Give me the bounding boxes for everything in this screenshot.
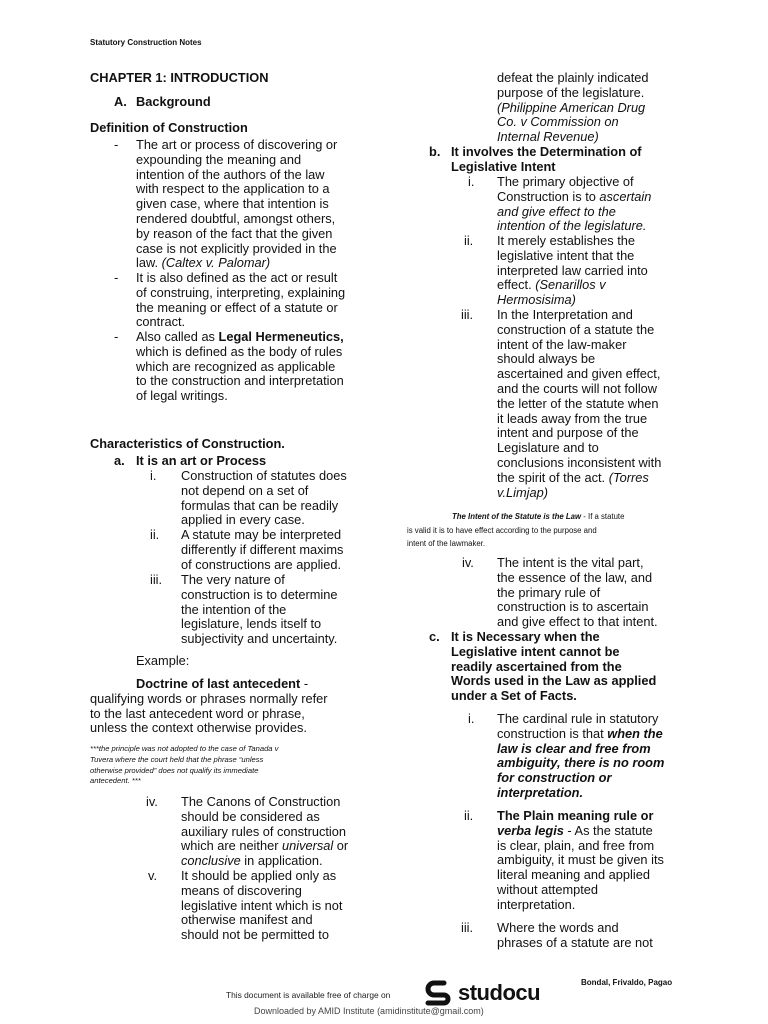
definition-item-2: It is also defined as the act or result of construing, interpreting, explaining the meaning or effect of a statute or contract. [136, 270, 346, 330]
intent-note: The Intent of the Statute is the Law - If a statute is valid it is to have effect according to the purpose and intent of the lawmaker. [407, 512, 625, 549]
roman-marker: iii. [461, 307, 474, 322]
roman-marker: i. [468, 711, 475, 726]
char-a-marker: a. [114, 453, 125, 468]
char-a-item-ii: A statute may be interpreted differently if different maxims of constructions are applied. [181, 527, 344, 572]
char-a-item-iii: The very nature of construction is to determine the intention of the legislature, lends itself to subjectivity and uncertainty. [181, 572, 338, 647]
footer-authors: Bondal, Frivaldo, Pagao [581, 978, 673, 987]
roman-marker: i. [468, 174, 475, 189]
roman-marker: ii. [464, 233, 474, 248]
bullet-dash: - [114, 137, 119, 152]
footer-available-text: This document is available free of charge on [226, 990, 391, 1000]
char-c-marker: c. [429, 629, 440, 644]
roman-marker: iii. [461, 920, 474, 935]
char-a-item-iv: The Canons of Construction should be considered as auxiliary rules of construction which are neither universal or conclusive in application. [181, 794, 349, 869]
char-a-item-i: Construction of statutes does not depend on a set of formulas that can be readily applied in every case. [181, 468, 347, 528]
bullet-dash: - [114, 270, 119, 285]
roman-marker: ii. [150, 527, 160, 542]
chapter-title: CHAPTER 1: INTRODUCTION [90, 70, 269, 85]
char-b-marker: b. [429, 144, 441, 159]
char-c-item-iii: Where the words and phrases of a statute are not [497, 920, 653, 950]
definition-item-3: Also called as Legal Hermeneutics, which is defined as the body of rules which are recognized as applicable to the construction and interpretation of legal writings. [136, 329, 344, 404]
page-header-title: Statutory Construction Notes [90, 38, 202, 47]
section-a-marker: A. [114, 94, 127, 109]
roman-marker: i. [150, 468, 157, 483]
definition-item-1: The art or process of discovering or expounding the meaning and intention of the authors of the law with respect to the application to a given case, where that intention is rendered doubtful, amongst others, by reason of the fact that the given case is not explicitly provided in the law. (Caltex v. Palomar) [136, 137, 338, 271]
char-a-title: It is an art or Process [136, 453, 267, 468]
char-c-item-i: The cardinal rule in statutory construction is that when the law is clear and free from ambiguity, there is no room for construction or interpretation. [497, 711, 665, 800]
char-b-item-ii: It merely establishes the legislative intent that the interpreted law carried into effect. (Senarillos v Hermosisima) [497, 233, 648, 308]
studocu-logo[interactable] [424, 980, 540, 1006]
roman-marker: iv. [146, 794, 158, 809]
definition-heading: Definition of Construction [90, 120, 248, 135]
studocu-brand-text: studocu [458, 980, 541, 1005]
roman-marker: v. [148, 868, 158, 883]
tanada-note: ***the principle was not adopted to the case of Tanada v Tuvera where the court held that the phrase “unless otherwise provided” does not qualify its immediate antecedent. *** [90, 744, 279, 786]
footer-downloaded-text: Downloaded by AMID Institute (amidinstitute@gmail.com) [254, 1006, 484, 1016]
bullet-dash: - [114, 329, 119, 344]
doctrine-block: Doctrine of last antecedent - qualifying words or phrases normally refer to the last antecedent word or phrase, unless the context otherwise provides. [90, 676, 328, 736]
characteristics-heading: Characteristics of Construction. [90, 436, 285, 451]
char-b-item-iii: In the Interpretation and construction of a statute the intent of the law-maker should always be ascertained and given effect, and the courts will not follow the letter of the statute when it leads away from the true intent and purpose of the Legislature and to conclusions inconsistent with the spirit of the act. (Torres v.Limjap) [497, 307, 662, 500]
char-b-item-i: The primary objective of Construction is to ascertain and give effect to the intention of the legislature. [497, 174, 652, 234]
roman-marker: iv. [462, 555, 474, 570]
char-c-item-ii: The Plain meaning rule or verba legis - As the statute is clear, plain, and free from ambiguity, it must be given its literal meaning and applied without attempted interpretation. [497, 808, 664, 912]
section-a-title: Background [136, 94, 211, 109]
example-label: Example: [136, 653, 190, 668]
char-b-item-iv: The intent is the vital part, the essence of the law, and the primary rule of construction is to ascertain and give effect to that intent. [497, 555, 658, 630]
char-a-item-v: It should be applied only as means of discovering legislative intent which is not otherwise manifest and should not be permitted to [181, 868, 343, 943]
char-b-title: It involves the Determination of Legislative Intent [451, 144, 642, 174]
roman-marker: iii. [150, 572, 163, 587]
continued-text: defeat the plainly indicated purpose of the legislature. (Philippine American Drug Co. v Commission on Internal Revenue) [497, 70, 649, 145]
roman-marker: ii. [464, 808, 474, 823]
studocu-logo-icon [424, 980, 454, 1006]
char-c-title: It is Necessary when the Legislative intent cannot be readily ascertained from the Words used in the Law as applied under a Set of Facts. [451, 629, 657, 704]
